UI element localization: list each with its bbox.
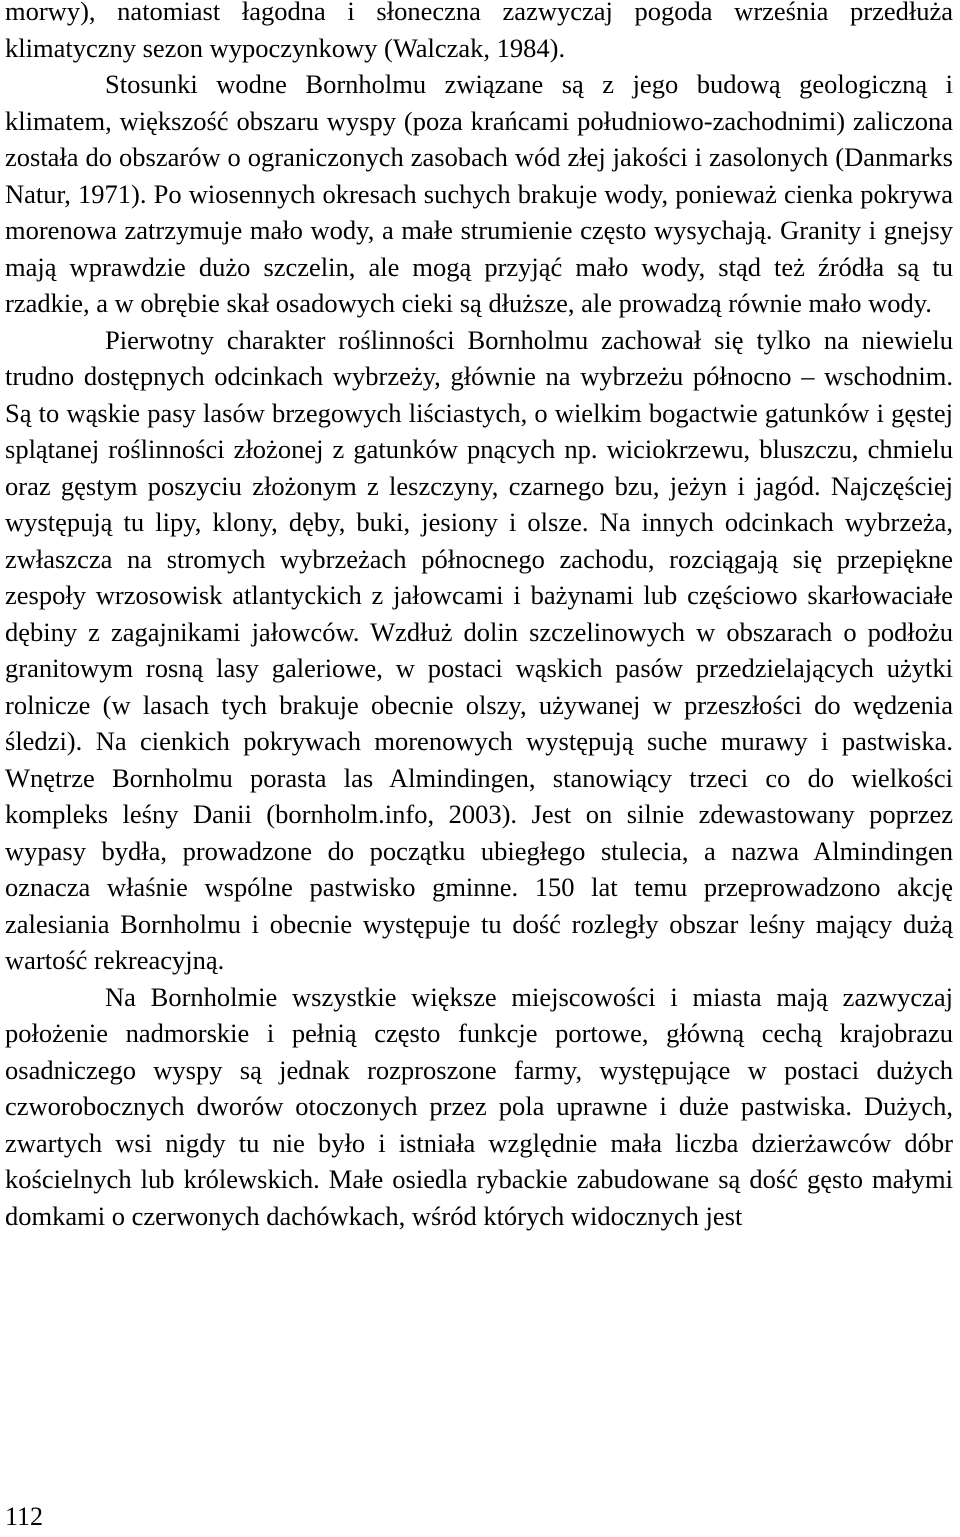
paragraph-settlement: Na Bornholmie wszystkie większe miejscowości i miasta mają zazwyczaj położenie nadmorskie i pełnią często funkcje portowe, główną cechą krajobrazu osadniczego wyspy są jednak rozproszone farmy, występujące w postaci dużych czworobocznych dworów otoczonych przez pola uprawne i duże pastwiska. Dużych, zwartych wsi nigdy tu nie było i istniała względnie mała liczba dzierżawców dóbr kościelnych lub królewskich. Małe osiedla rybackie zabudowane są dość gęsto małymi domkami o czerwonych dachówkach, wśród których widocznych jest [5, 981, 953, 1231]
paragraph-vegetation: Pierwotny charakter roślinności Bornholmu zachował się tylko na niewielu trudno dostępnych odcinkach wybrzeży, głównie na wybrzeżu północno – wschodnim. Są to wąskie pasy lasów brzegowych liściastych, o wielkim bogactwie gatunków i gęstej splątanej roślinności złożonej z gatunków pnących np. wiciokrzewu, bluszczu, chmielu oraz gęstym poszyciu złożonym z leszczyny, czarnego bzu, jeżyn i jagód. Najczęściej występują tu lipy, klony, dęby, buki, jesiony i olsze. Na innych odcinkach wybrzeża, zwłaszcza na stromych wybrzeżach północnego zachodu, rozciągają się przepiękne zespoły wrzosowisk atlantyckich z jałowcami i bażynami lub częściowo skarłowaciałe dębiny z zagajnikami jałowców. Wzdłuż dolin szczelinowych w obszarach o podłożu granitowym rosną lasy galeriowe, w postaci wąskich pasów przedzielających użytki rolnicze (w lasach tych brakuje obecnie olszy, używanej w przeszłości do wędzenia śledzi). Na cienkich pokrywach morenowych występują suche murawy i pastwiska. Wnętrze Bornholmu porasta las Almindingen, stanowiący trzeci co do wielkości kompleks leśny Danii (bornholm.info, 2003). Jest on silnie zdewastowany poprzez wypasy bydła, prowadzone do początku ubiegłego stulecia, a nazwa Almindingen oznacza właśnie wspólne pastwisko gminne. 150 lat temu przeprowadzono akcję zalesiania Bornholmu i obecnie występuje tu dość rozległy obszar leśny mający dużą wartość rekreacyjną. [5, 324, 953, 975]
page-number: 112 [5, 1502, 44, 1531]
paragraph-water-relations: Stosunki wodne Bornholmu związane są z jego budową geologiczną i klimatem, większość obszaru wyspy (poza krańcami południowo-zachodnimi) zaliczona została do obszarów o ograniczonych zasobach wód złej jakości i zasolonych (Danmarks Natur, 1971). Po wiosennych okresach suchych brakuje wody, ponieważ cienka pokrywa morenowa zatrzymuje mało wody, a małe strumienie często wysychają. Granity i gnejsy mają wprawdzie dużo szczelin, ale mogą przyjąć mało wody, stąd też źródła są tu rzadkie, a w obrębie skał osadowych cieki są dłuższe, ale prowadzą równie mało wody. [5, 69, 953, 318]
body-text [5, 0, 953, 1234]
paragraph-continuation: morwy), natomiast łagodna i słoneczna zazwyczaj pogoda września przedłuża klimatyczny sezon wypoczynkowy (Walczak, 1984). [5, 0, 953, 63]
